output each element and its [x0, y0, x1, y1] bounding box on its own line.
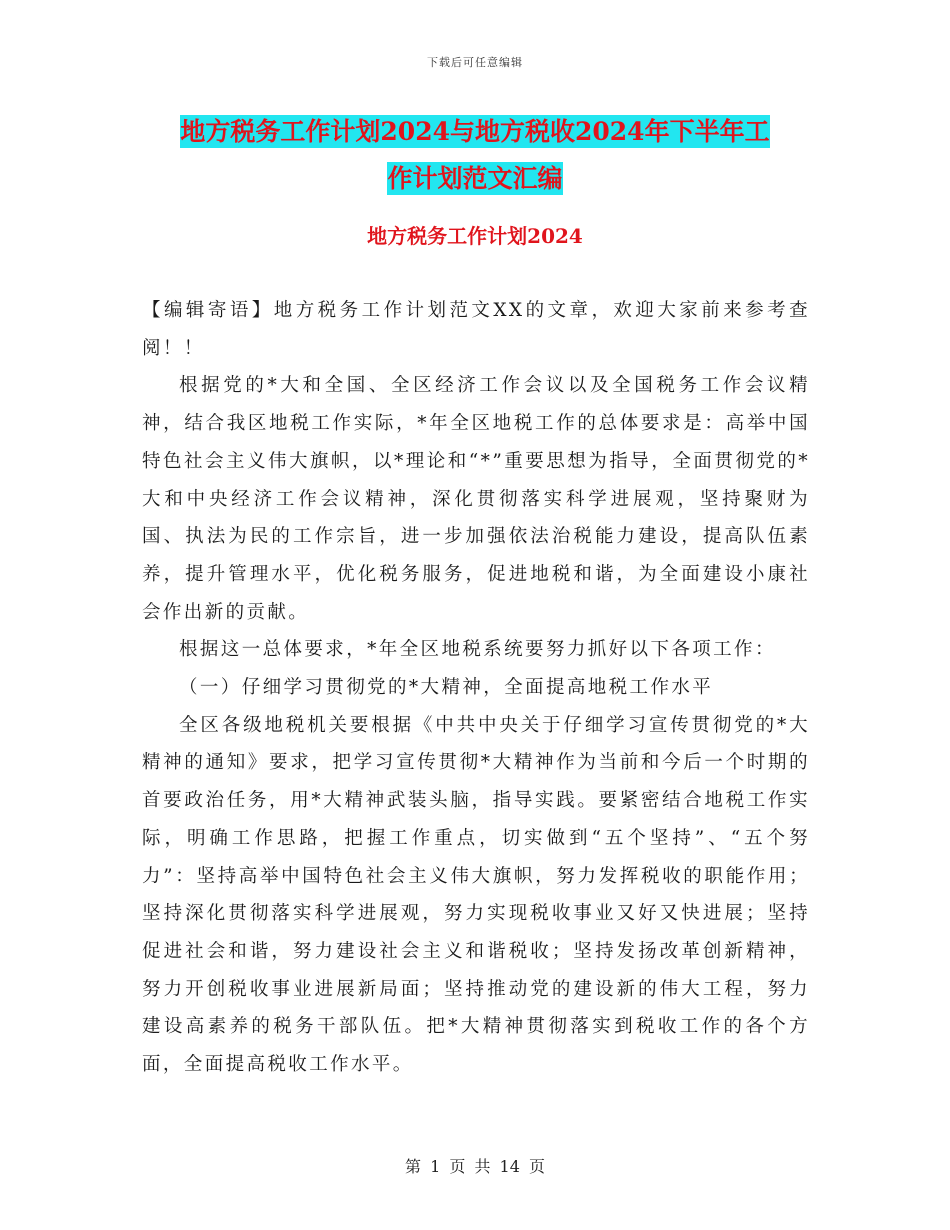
body-paragraph: 全区各级地税机关要根据《中共中央关于仔细学习宣传贯彻党的*大精神的通知》要求，把学习宣传贯彻*大精神作为当前和今后一个时期的首要政治任务，用*大精神武装头脑，指导实践。要紧密结合地税工作实际，明确工作思路，把握工作重点，切实做到“五个坚持”、“五个努力”：坚持高举中国特色社会主义伟大旗帜，努力发挥税收的职能作用；坚持深化贯彻落实科学进展观，努力实现税收事业又好又快进展；坚持促进社会和谐，努力建设社会主义和谐税收；坚持发扬改革创新精神，努力开创税收事业进展新局面；坚持推动党的建设新的伟大工程，努力建设高素养的税务干部队伍。把*大精神贯彻落实到税收工作的各个方面，全面提高税收工作水平。: [142, 714, 810, 1076]
document-title: [140, 108, 810, 202]
document-body: [142, 292, 810, 1084]
editor-note-paragraph: 【编辑寄语】地方税务工作计划范文XX的文章，欢迎大家前来参考查阅！！: [142, 300, 810, 359]
body-paragraph: 根据这一总体要求，*年全区地税系统要努力抓好以下各项工作：: [179, 639, 776, 661]
body-paragraph: 根据党的*大和全国、全区经济工作会议以及全国税务工作会议精神，结合我区地税工作实际，*年全区地税工作的总体要求是：高举中国特色社会主义伟大旗帜，以*理论和“*”重要思想为指导，全面贯彻党的*大和中央经济工作会议精神，深化贯彻落实科学进展观，坚持聚财为国、执法为民的工作宗旨，进一步加强依法治税能力建设，提高队伍素养，提升管理水平，优化税务服务，促进地税和谐，为全面建设小康社会作出新的贡献。: [142, 375, 810, 623]
section-title: 地方税务工作计划2024: [367, 224, 583, 248]
document-title-line-1: 地方税务工作计划2024与地方税收2024年下半年工: [180, 117, 770, 146]
page-number: 第 1 页 共 14 页: [405, 1157, 545, 1176]
page-header-note: 下载后可任意编辑: [427, 56, 523, 69]
document-title-line-2: 作计划范文汇编: [387, 164, 563, 193]
subsection-heading: （一）仔细学习贯彻党的*大精神，全面提高地税工作水平: [179, 677, 714, 699]
